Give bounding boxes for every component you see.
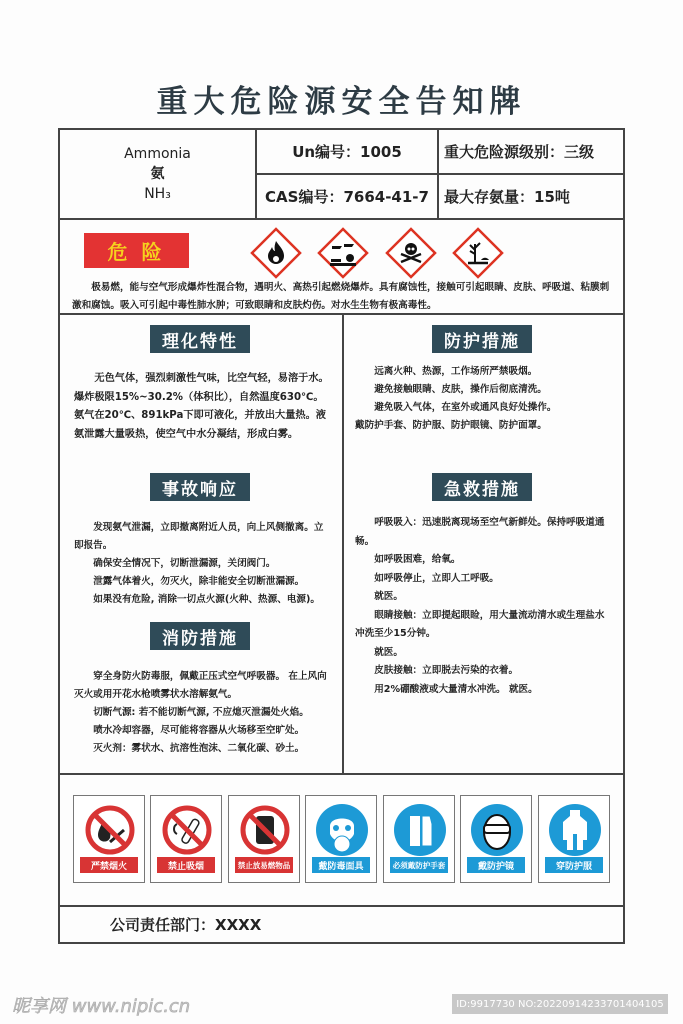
danger-description xyxy=(72,279,612,315)
accident-paragraph: 确保安全情况下，切断泄漏源，关闭阀门。 xyxy=(93,558,276,569)
sign-label: 严禁烟火 xyxy=(80,857,138,873)
protection-paragraph: 远离火种、热源，工作场所严禁吸烟。 xyxy=(374,366,538,377)
chemical-name-cn: 氨 xyxy=(150,166,165,182)
fire-paragraph: 穿全身防火防毒服，佩戴正压式空气呼吸器。 在上风向灭火或用开花水枪喷雾状水溶解氨气。 xyxy=(74,671,327,700)
section-title-accident: 事故响应 xyxy=(150,473,250,501)
fire-paragraph: 切断气源: 若不能切断气源, 不应熄灭泄漏处火焰。 xyxy=(93,707,309,718)
first-aid-paragraph: 就医。 xyxy=(374,646,403,658)
sign-label: 穿防护服 xyxy=(545,857,603,873)
accident-paragraph: 泄露气体着火，勿灭火，除非能安全切断泄漏源。 xyxy=(93,576,305,587)
fire-text xyxy=(74,668,332,758)
first-aid-paragraph: 如呼吸停止，立即人工呼吸。 xyxy=(374,572,499,584)
chemical-name xyxy=(60,130,255,218)
section-title-properties: 理化特性 xyxy=(150,325,250,353)
sign-goggles xyxy=(460,795,532,883)
accident-paragraph: 发现氨气泄漏，立即撤离附近人员，向上风侧撤离。立即报告。 xyxy=(74,522,324,551)
protection-paragraph: 戴防护手套、防护服、防护眼镜、防护面罩。 xyxy=(355,420,547,431)
max-storage: 最大存氨量：15吨 xyxy=(444,188,570,206)
no-fire-icon xyxy=(80,802,140,858)
un-number: Un编号：1005 xyxy=(292,143,402,161)
protective-suit-icon xyxy=(545,802,605,858)
first-aid-paragraph: 就医。 xyxy=(374,591,403,602)
watermark-logo: 昵享网 www.nipic.cn xyxy=(12,996,191,1017)
sign-label: 戴防护镜 xyxy=(467,857,525,873)
hazard-level: 重大危险源级别：三级 xyxy=(444,143,595,161)
sign-label: 禁止吸烟 xyxy=(157,857,215,873)
accident-paragraph: 如果没有危险, 消除一切点火源(火种、热源、电源)。 xyxy=(93,594,321,605)
properties-paragraph: 无色气体，强烈刺激性气味，比空气轻，易溶于水。爆炸极限15%~30.2%（体积比），自然温度630℃。氨气在20℃、891kPa下即可液化，并放出大量热。液氨泄露大量吸热，使空气中水分凝结，形成白雾。 xyxy=(74,373,329,440)
first-aid-paragraph: 呼吸吸入：迅速脱离现场至空气新鲜处。保持呼吸道通畅。 xyxy=(355,517,605,547)
chemical-name-en: Ammonia xyxy=(124,146,191,162)
divider xyxy=(58,905,625,907)
divider xyxy=(58,773,625,775)
section-title-protection: 防护措施 xyxy=(432,325,532,353)
sign-protective-suit xyxy=(538,795,610,883)
sign-no-smoking xyxy=(150,795,222,883)
fire-paragraph: 喷水冷却容器，尽可能将容器从火场移至空旷处。 xyxy=(93,725,305,736)
page-title: 重大危险源安全告知牌 xyxy=(156,84,527,120)
section-title-first-aid: 急救措施 xyxy=(432,473,532,501)
section-title-fire: 消防措施 xyxy=(150,622,250,650)
chemical-formula: NH₃ xyxy=(144,186,171,202)
first-aid-paragraph: 用2%硼酸液或大量清水冲洗。 就医。 xyxy=(374,683,538,695)
sign-gas-mask xyxy=(305,795,377,883)
sign-no-fire xyxy=(73,795,145,883)
sign-label: 戴防毒面具 xyxy=(312,857,370,873)
first-aid-text xyxy=(355,514,613,699)
gloves-icon xyxy=(390,802,450,858)
properties-text xyxy=(74,370,329,444)
danger-badge: 危险 xyxy=(84,233,189,268)
corrosion-icon xyxy=(316,226,370,280)
sign-label: 必须戴防护手套 xyxy=(390,857,448,873)
gas-mask-icon xyxy=(312,802,372,858)
sign-gloves xyxy=(383,795,455,883)
accident-text xyxy=(74,519,332,609)
protection-paragraph: 避免接触眼睛、皮肤，操作后彻底清洗。 xyxy=(374,384,547,395)
goggles-icon xyxy=(467,802,527,858)
environment-hazard-icon xyxy=(451,226,505,280)
first-aid-paragraph: 眼睛接触：立即提起眼睑，用大量流动清水或生理盐水冲洗至少15分钟。 xyxy=(355,609,605,639)
danger-description-text: 极易燃，能与空气形成爆炸性混合物，遇明火、高热引起燃烧爆炸。具有腐蚀性，接触可引起眼睛、皮肤、呼吸道、粘膜刺激和腐蚀。吸入可引起中毒性肺水肿；可致眼睛和皮肤灼伤。对水生生物有极高毒性。 xyxy=(72,282,610,311)
first-aid-paragraph: 皮肤接触：立即脱去污染的衣着。 xyxy=(374,665,519,676)
watermark-id: ID:9917730 NO:20220914233701404105 xyxy=(452,994,668,1014)
no-smoking-icon xyxy=(157,802,217,858)
cas-number: CAS编号：7664-41-7 xyxy=(265,188,429,206)
skull-crossbones-icon xyxy=(384,226,438,280)
responsible-department: 公司责任部门：XXXX xyxy=(110,916,262,934)
flame-icon xyxy=(249,226,303,280)
fire-paragraph: 灭火剂：雾状水、抗溶性泡沫、二氧化碳、砂土。 xyxy=(93,743,305,754)
protection-paragraph: 避免吸入气体，在室外或通风良好处操作。 xyxy=(374,402,557,413)
sign-label: 禁止放易燃物品 xyxy=(235,857,293,873)
divider xyxy=(342,313,344,773)
no-flammables-icon xyxy=(235,802,295,858)
sign-no-flammables xyxy=(228,795,300,883)
protection-text xyxy=(355,363,617,435)
divider xyxy=(58,218,625,220)
first-aid-paragraph: 如呼吸困难，给氧。 xyxy=(374,554,461,565)
